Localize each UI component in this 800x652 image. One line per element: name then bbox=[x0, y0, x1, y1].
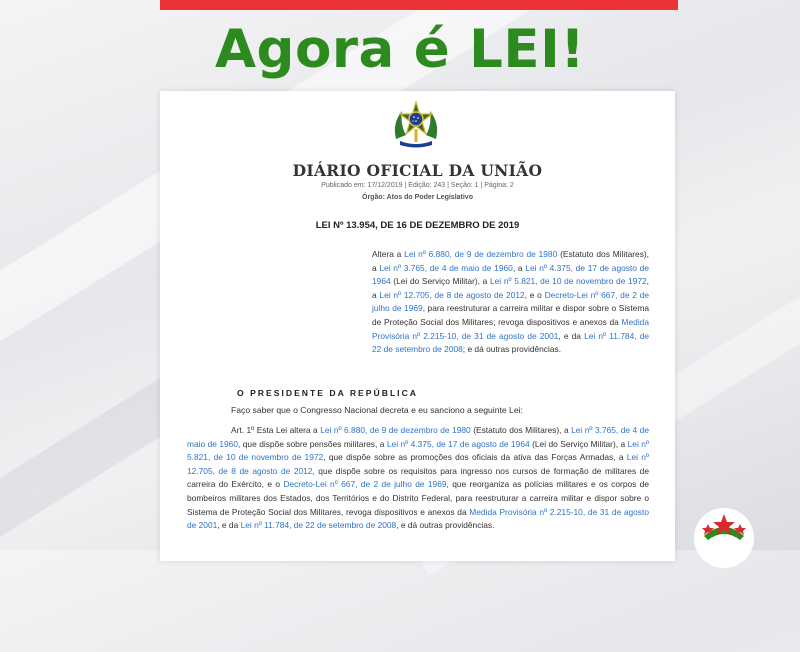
law-reference-link[interactable]: Medida Provisória nº 2.215-10, de 31 de agosto de 2001 bbox=[372, 316, 649, 341]
publication-meta: Publicado em: 17/12/2019 | Edição: 243 | Seção: 1 | Página: 2 bbox=[321, 182, 514, 189]
text-segment: (Estatuto dos Militares), a bbox=[372, 249, 649, 273]
text-segment: , a bbox=[372, 276, 649, 300]
text-segment: , a bbox=[512, 262, 526, 273]
law-reference-link[interactable]: Lei nº 11.784, de 22 de setembro de 2008 bbox=[372, 330, 650, 355]
law-summary bbox=[372, 248, 649, 357]
text-segment: ; e dá outras providências. bbox=[462, 344, 562, 355]
party-seal-icon bbox=[694, 508, 754, 568]
law-reference-link[interactable]: Lei nº 5.821, de 10 de novembro de 1972 bbox=[187, 438, 649, 463]
enactment-clause: Faço saber que o Congresso Nacional decreta e eu sanciono a seguinte Lei: bbox=[231, 405, 523, 415]
text-segment: (Lei do Serviço Militar), a bbox=[529, 438, 628, 449]
brazil-coat-of-arms-icon bbox=[390, 99, 442, 151]
text-segment: , que reorganiza as polícias militares e os corpos de bombeiros militares dos Estados, dos Territórios e do Distrito Federal, para reestruturar a carreira militar e dispor sobre o Sistema de Proteção Social dos Militares, revoga dispositivos e anexos da bbox=[187, 479, 649, 517]
red-top-bar bbox=[160, 0, 678, 10]
law-reference-link[interactable]: Lei nº 11.784, de 22 de setembro de 2008 bbox=[240, 520, 397, 531]
law-reference-link[interactable]: Lei nº 4.375, de 17 de agosto de 1964 bbox=[372, 262, 649, 287]
law-reference-link[interactable]: Lei nº 12.705, de 8 de agosto de 2012 bbox=[187, 452, 649, 476]
text-segment: , que dispõe sobre as promoções dos oficiais da ativa das Forças Armadas, a bbox=[323, 452, 627, 463]
law-reference-link[interactable]: Decreto-Lei nº 667, de 2 de julho de 1969 bbox=[372, 289, 649, 314]
text-segment: , e da bbox=[558, 330, 585, 341]
law-reference-link[interactable]: Lei nº 3.765, de 4 de maio de 1960 bbox=[187, 425, 649, 449]
law-reference-link[interactable]: Lei nº 5.821, de 10 de novembro de 1972 bbox=[489, 276, 647, 287]
text-segment: Art. 1º Esta Lei altera a bbox=[231, 425, 321, 435]
text-segment: , e da bbox=[217, 520, 241, 531]
law-reference-link[interactable]: Lei nº 6.880, de 9 de dezembro de 1980 bbox=[320, 425, 471, 435]
president-heading: O PRESIDENTE DA REPÚBLICA bbox=[237, 388, 418, 398]
gazette-title: DIÁRIO OFICIAL DA UNIÃO bbox=[292, 161, 543, 180]
law-reference-link[interactable]: Lei nº 4.375, de 17 de agosto de 1964 bbox=[386, 438, 530, 449]
official-gazette-page bbox=[160, 91, 675, 561]
text-segment: , e dá outras providências. bbox=[396, 520, 495, 531]
headline: Agora é LEI! bbox=[215, 19, 585, 80]
text-segment: Altera a bbox=[372, 249, 405, 259]
law-reference-link[interactable]: Lei nº 6.880, de 9 de dezembro de 1980 bbox=[404, 249, 558, 259]
law-title: LEI Nº 13.954, DE 16 DE DEZEMBRO DE 2019 bbox=[315, 220, 520, 231]
law-reference-link[interactable]: Medida Provisória nº 2.215-10, de 31 de agosto de 2001 bbox=[187, 506, 649, 531]
law-reference-link[interactable]: Lei nº 3.765, de 4 de maio de 1960 bbox=[379, 262, 513, 273]
law-reference-link[interactable]: Decreto-Lei nº 667, de 2 de julho de 1969 bbox=[283, 479, 447, 490]
text-segment: , para reestruturar a carreira militar e dispor sobre o Sistema de Proteção Social dos Militares; revoga dispositivos e anexos da bbox=[372, 303, 649, 327]
text-segment: , e o bbox=[524, 289, 545, 300]
text-segment: , que dispõe sobre os requisitos para ingresso nos cursos de formação de militares de carreira do Exército, e o bbox=[187, 465, 649, 490]
article-1 bbox=[187, 424, 649, 533]
issuing-body: Órgão: Atos do Poder Legislativo bbox=[362, 194, 473, 201]
law-reference-link[interactable]: Lei nº 12.705, de 8 de agosto de 2012 bbox=[379, 289, 525, 300]
text-segment: , que dispõe sobre pensões militares, a bbox=[238, 438, 387, 449]
text-segment: (Lei do Serviço Militar), a bbox=[390, 276, 490, 287]
text-segment: (Estatuto dos Militares), a bbox=[470, 425, 572, 435]
